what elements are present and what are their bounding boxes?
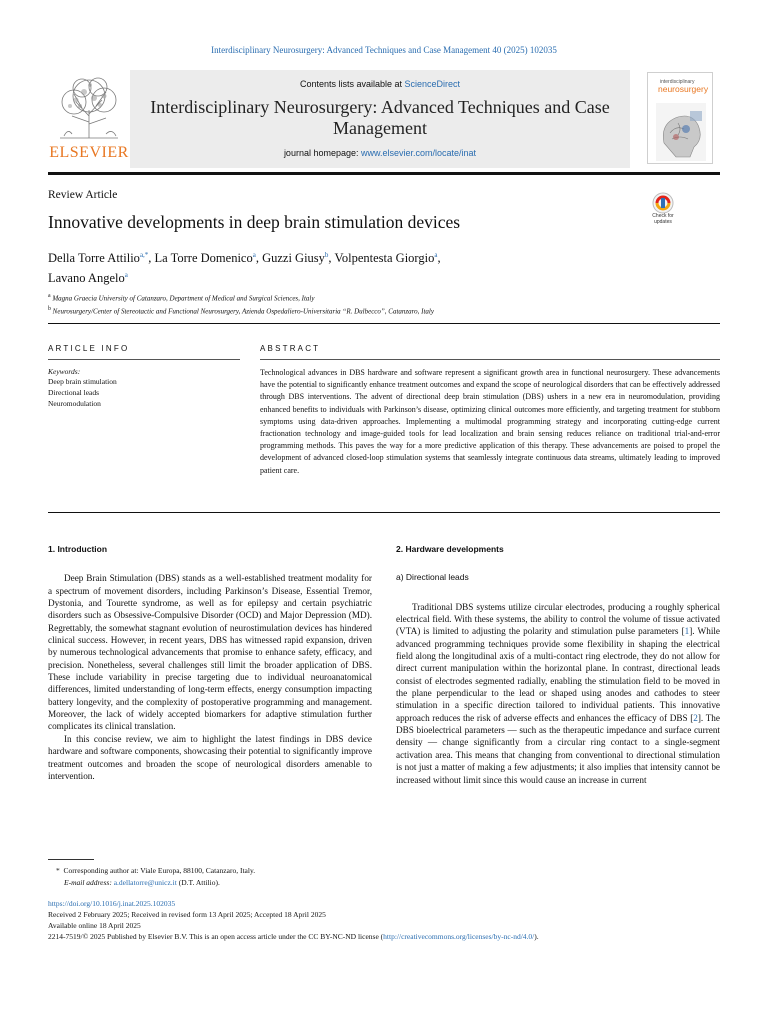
header-rule (48, 323, 720, 324)
cover-brain-image (656, 103, 706, 161)
homepage-prefix: journal homepage: (283, 148, 361, 158)
license-line (48, 931, 728, 942)
contents-line (130, 79, 630, 89)
section-heading-introduction: 1. Introduction (48, 544, 108, 554)
masthead-rule (48, 172, 720, 175)
article-title: Innovative developments in deep brain stimulation devices (48, 212, 461, 232)
elsevier-tree-icon (54, 76, 124, 140)
corresponding-author-note (56, 865, 255, 876)
author-separator: , (437, 251, 441, 266)
email-note (64, 877, 220, 888)
author-affiliation-mark[interactable]: a (124, 271, 128, 280)
journal-title: Interdisciplinary Neurosurgery: Advanced Techniques and Case Management (150, 97, 610, 138)
journal-citation-header[interactable]: Interdisciplinary Neurosurgery: Advanced Techniques and Case Management 40 (2025) 102035 (211, 45, 557, 55)
journal-homepage-link[interactable]: www.elsevier.com/locate/inat (361, 148, 477, 158)
email-label: E-mail address: (64, 878, 114, 887)
footnote-asterisk: * (56, 866, 60, 875)
article-info (48, 344, 240, 409)
author-affiliation-mark[interactable]: a (434, 251, 438, 259)
cover-top-text: interdisciplinary (660, 79, 695, 85)
author-separator: , (148, 251, 155, 266)
affiliation-mark: b (48, 306, 51, 313)
abstract-heading: ABSTRACT (260, 344, 720, 360)
keyword[interactable]: Directional leads (48, 388, 100, 397)
reference-link[interactable]: 1 (684, 626, 690, 637)
license-suffix: ). (534, 932, 539, 941)
author-affiliation-mark[interactable]: a,* (139, 251, 149, 259)
received-dates: Received 2 February 2025; Received in revised form 13 April 2025; Accepted 18 April 2025 (48, 910, 326, 919)
affiliation-mark: a (48, 293, 51, 299)
author[interactable]: Volpentesta Giorgio (334, 251, 435, 266)
left-column (48, 543, 372, 782)
affiliations (48, 291, 720, 318)
homepage-line (130, 148, 630, 158)
author[interactable]: La Torre Domenico (154, 251, 253, 266)
keyword[interactable]: Neuromodulation (48, 399, 101, 408)
email-link[interactable]: a.dellatorre@unicz.it (113, 878, 177, 887)
paragraph-text: ]. While advanced programming techniques provide some flexibility in shaping the electrical field along the longitudinal axis of a multi-contact ring electrode, they do not allow for direct current manipulation within the horizontal plane. In contrast, directional leads consist of electrodes segmented radially, enabling the stimulation field to be moved in the plane perpendicular to the lead or shaped using anodes and cathodes to steer stimulation in a specific direction tailored to individual patients. This innovative approach reduces the risk of adverse effects and enhances the efficacy of DBS [ (396, 626, 721, 723)
footnote-rule (48, 859, 94, 860)
author-affiliation-mark[interactable]: b (324, 251, 329, 259)
author[interactable]: Lavano Angelo (48, 271, 125, 286)
elsevier-logo[interactable] (48, 70, 130, 168)
paragraph-text: Traditional DBS systems utilize circular electrodes, producing a roughly spherical electrical field. With these systems, the ability to control the volume of tissue activated (VTA) is limited to adjusting the polarity and stimulation pulse parameters [ (396, 601, 720, 637)
author-separator: , (255, 251, 263, 266)
paragraph-text: ]. The DBS bioelectrical parameters — such as the therapeutic impedance and surface current density — change significantly from a circular ring contact to a single-segment activation area. This means that changing from conventional to directional stimulation is not just a matter of making a few adjustments; it also implies that intensity cannot be increased without limit since this would cause an increase in current (396, 712, 720, 785)
abstract (260, 344, 720, 477)
check-updates-label: Check for updates (652, 213, 674, 225)
author-separator: , (328, 251, 335, 266)
affiliation (48, 291, 720, 304)
publisher-wordmark: ELSEVIER (49, 144, 129, 161)
author[interactable]: Della Torre Attilio (48, 251, 140, 266)
masthead-center (130, 70, 630, 168)
license-prefix: 2214-7519/© 2025 Published by Elsevier B.V. This is an open access article under the CC BY-NC-ND license ( (48, 932, 384, 941)
corresponding-author-text: Corresponding author at: Viale Europa, 88100, Catanzaro, Italy. (63, 866, 256, 875)
affiliation-text: Magna Graecia University of Catanzaro, Department of Medical and Surgical Sciences, Italy (52, 294, 315, 303)
article-info-heading: ARTICLE INFO (48, 344, 240, 360)
affiliation (48, 304, 720, 317)
article-type: Review Article (48, 189, 118, 201)
affiliation-text: Neurosurgery/Center of Stereotactic and Functional Neurosurgery, Azienda Ospedaliero-Universitaria “R. Dulbecco”, Catanzaro, Italy (52, 307, 434, 316)
author[interactable]: Guzzi Giusy (262, 251, 325, 266)
author-affiliation-mark[interactable]: a (252, 251, 256, 259)
subsection-heading-directional-leads: a) Directional leads (396, 572, 469, 583)
author-list (48, 247, 568, 287)
check-updates-icon (648, 192, 678, 214)
journal-masthead (48, 70, 720, 168)
paragraph: In this concise review, we aim to highlight the latest findings in DBS device hardware and software components, showcasing their potential to significantly improve treatment outcomes and broaden the scope of neurological disorders amenable to intervention. (48, 733, 372, 781)
right-column (396, 543, 720, 786)
paragraph (396, 601, 720, 786)
check-for-updates-button[interactable] (648, 192, 678, 230)
abstract-rule (48, 512, 720, 513)
email-suffix: (D.T. Attilio). (176, 878, 220, 887)
keywords-label: Keywords: (48, 367, 81, 376)
cover-journal-name: neurosurgery (658, 84, 709, 94)
contents-prefix: Contents lists available at (299, 79, 405, 89)
paragraph: Deep Brain Stimulation (DBS) stands as a well-established treatment modality for a spectrum of movement disorders, including Parkinson’s Disease, Essential Tremor, Dystonia, and Tourette syndrome, as well as for epilepsy and certain psychiatric disorders such as Obsessive-Compulsive Disorder (OCD) and Major Depression (MD). Regrettably, the somewhat stagnant evolution of neurostimulation devices has hindered clinical success. However, in recent years, DBS has witnessed rapid expansion, driven by numerous technological advancements that promise to enhance safety, efficacy, and precision. Nonetheless, several challenges still limit the broader application of DBS. These include variability in precise targeting due to individual neuroanatomical differences, limited understanding of long-term effects, energy consumption impacting battery longevity, and the complexity of postoperative programming and management. Moreover, the lack of widely accepted biomarkers for adaptive stimulation further complicates its clinical translation. (48, 573, 372, 732)
section-heading-hardware: 2. Hardware developments (396, 544, 504, 554)
publication-info (48, 898, 728, 942)
available-online: Available online 18 April 2025 (48, 921, 141, 930)
keyword[interactable]: Deep brain stimulation (48, 377, 117, 386)
abstract-text: Technological advances in DBS hardware and software represent a significant growth area in functional neurosurgery. These advancements have the potential to significantly enhance treatment outcomes and expand the scope of neurological disorders that can be effectively addressed through DBS interventions. The advent of directional deep brain stimulation (DBS) ushers in a new era in neuromodulation, providing enhanced benefits to individuals with Parkinson’s disease, optimizing clinical outcomes more efficiently, and targeting treatment for stubborn symptoms using data-driven approaches. Implementing a multimodal programming strategy and incorporating cutting-edge current fractionation technology and image-guided tools for lead localization and brain sensing reduces reliance on traditional trial-and-error programming methods. This paves the way for a more predictive application of this therapy. These advancements are poised to propel the development of advanced closed-loop stimulation systems that seamlessly integrate continuous data streams, ultimately leading to improved patient care. (260, 368, 720, 475)
license-link[interactable]: http://creativecommons.org/licenses/by-nc-nd/4.0/ (383, 932, 535, 941)
sciencedirect-link[interactable]: ScienceDirect (404, 79, 461, 89)
reference-link[interactable]: 2 (693, 712, 698, 723)
journal-cover-thumbnail[interactable] (647, 72, 713, 164)
doi-link[interactable]: https://doi.org/10.1016/j.inat.2025.102035 (48, 899, 176, 908)
